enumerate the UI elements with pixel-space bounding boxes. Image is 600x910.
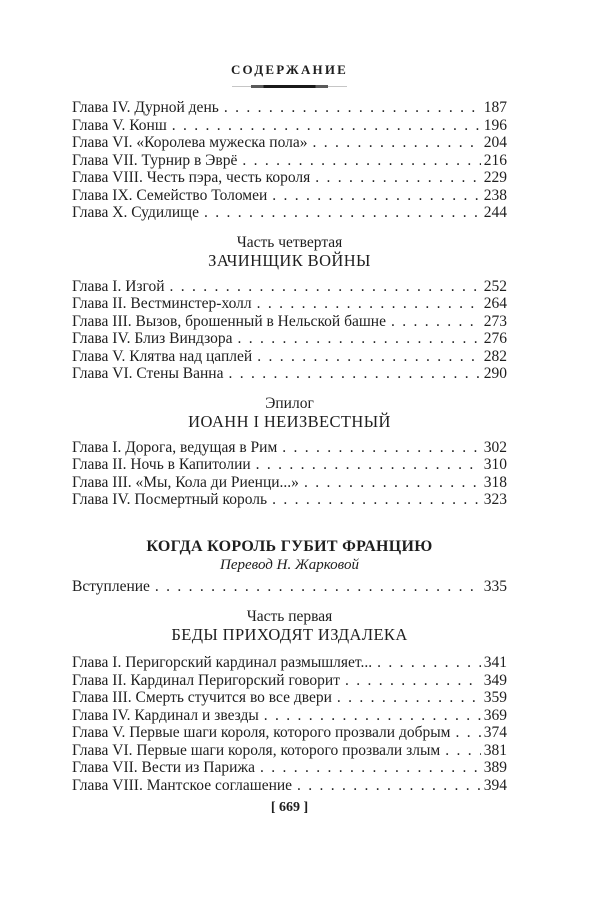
part-title: ИОАНН I НЕИЗВЕСТНЫЙ xyxy=(188,411,391,431)
dot-leader xyxy=(204,204,481,222)
toc-entry-page: 229 xyxy=(483,169,507,186)
dot-leader xyxy=(172,117,481,135)
toc-section xyxy=(72,578,507,596)
dot-leader xyxy=(256,456,481,474)
toc-entry xyxy=(72,295,507,313)
toc-entry-title: Вступление xyxy=(72,577,150,595)
toc-entry-page: 196 xyxy=(483,116,507,134)
dot-leader xyxy=(224,99,481,117)
toc-entry-page: 252 xyxy=(483,277,507,295)
dot-leader xyxy=(377,654,481,672)
toc-entry-title: Глава V. Клятва над цаплей xyxy=(72,347,253,365)
dot-leader xyxy=(445,742,481,760)
dot-leader xyxy=(170,278,481,296)
dot-leader xyxy=(282,439,480,457)
toc-entry-title: Глава IV. Кардинал и звезды xyxy=(72,706,259,724)
toc-entry-page: 238 xyxy=(483,186,507,204)
toc-entry xyxy=(72,491,507,509)
toc-entry-page: 323 xyxy=(483,491,507,508)
toc-entry-title: Глава I. Дорога, ведущая в Рим xyxy=(72,438,278,456)
toc-entry xyxy=(72,742,507,760)
toc-entry-title: Глава III. Вызов, брошенный в Нельской башне xyxy=(72,312,386,330)
toc-entry-page: 349 xyxy=(483,671,507,689)
part-label: Часть первая xyxy=(246,608,333,625)
dot-leader xyxy=(337,689,481,707)
part-heading xyxy=(72,608,507,645)
toc-entry-page: 389 xyxy=(483,759,507,776)
toc-entry-title: Глава II. Кардинал Перигорский говорит xyxy=(72,671,340,689)
page-number: [ 669 ] xyxy=(270,800,309,815)
toc-entry-page: 374 xyxy=(483,724,507,741)
toc-entry-title: Глава I. Изгой xyxy=(72,277,165,295)
toc-entry xyxy=(72,672,507,690)
dot-leader xyxy=(257,348,481,366)
toc-section xyxy=(72,278,507,383)
toc-entry-page: 318 xyxy=(483,473,507,491)
dot-leader xyxy=(315,169,480,187)
toc-entry-title: Глава VI. Стены Ванна xyxy=(72,365,224,382)
dot-leader xyxy=(272,491,481,509)
toc-section xyxy=(72,99,507,222)
toc-entry-title: Глава X. Судилище xyxy=(72,204,199,221)
toc-entry xyxy=(72,689,507,707)
toc-entry-title: Глава IV. Дурной день xyxy=(72,99,219,116)
translator-note: Перевод Н. Жарковой xyxy=(220,556,359,573)
toc-section xyxy=(72,439,507,509)
toc-entry-title: Глава VIII. Мантское соглашение xyxy=(72,776,293,794)
toc-entry xyxy=(72,474,507,492)
dot-leader xyxy=(304,474,481,492)
toc-entry-title: Глава VIII. Честь пэра, честь короля xyxy=(72,169,311,186)
toc-entry-title: Глава IV. Близ Виндзора xyxy=(72,330,233,347)
toc-entry-title: Глава III. Смерть стучится во все двери xyxy=(72,689,332,706)
toc-entry xyxy=(72,439,507,457)
toc-entry-page: 282 xyxy=(483,347,507,365)
toc-entry xyxy=(72,348,507,366)
dot-leader xyxy=(242,152,480,170)
toc-entry xyxy=(72,456,507,474)
part-label: Эпилог xyxy=(265,394,314,412)
part-label: Часть четвертая xyxy=(236,233,343,251)
toc-entry-page: 204 xyxy=(483,134,507,151)
toc-entry-page: 335 xyxy=(483,577,507,595)
part-title: ЗАЧИНЩИК ВОЙНЫ xyxy=(208,250,371,270)
toc-entry-page: 276 xyxy=(483,330,507,347)
toc-entry-page: 244 xyxy=(483,204,507,221)
toc-entry-page: 216 xyxy=(483,151,507,169)
toc-entry xyxy=(72,99,507,117)
toc-entry-page: 302 xyxy=(483,438,507,456)
toc-entry-page: 290 xyxy=(483,365,507,382)
toc-entry-title: Глава III. «Мы, Кола ди Риенци...» xyxy=(72,473,299,491)
toc-entry xyxy=(72,654,507,672)
toc-entry xyxy=(72,330,507,348)
dot-leader xyxy=(345,672,481,690)
book-title: КОГДА КОРОЛЬ ГУБИТ ФРАНЦИЮ xyxy=(146,537,433,555)
dot-leader xyxy=(313,134,481,152)
toc-entry-title: Глава V. Конш xyxy=(72,116,167,134)
dot-leader xyxy=(297,777,481,795)
toc-entry-title: Глава II. Вестминстер-холл xyxy=(72,295,252,312)
toc-entry xyxy=(72,187,507,205)
dot-leader xyxy=(257,295,481,313)
toc-entry-title: Глава IX. Семейство Толомеи xyxy=(72,186,268,204)
part-heading xyxy=(72,395,507,432)
toc-entry-title: Глава II. Ночь в Капитолии xyxy=(72,456,251,473)
toc-entry xyxy=(72,777,507,795)
dot-leader xyxy=(272,187,480,205)
dot-leader xyxy=(455,724,480,742)
toc-entry-title: Глава IV. Посмертный король xyxy=(72,491,268,508)
toc-entry-page: 264 xyxy=(483,295,507,312)
toc-entry-page: 369 xyxy=(483,706,507,724)
toc-entry xyxy=(72,578,507,596)
toc-entry-title: Глава VI. Первые шаги короля, которого прозвали злым xyxy=(72,741,441,759)
book-heading xyxy=(72,537,507,574)
toc-entry xyxy=(72,152,507,170)
toc-entry xyxy=(72,134,507,152)
toc-entry-title: Глава VII. Вести из Парижа xyxy=(72,759,255,776)
toc-entry-page: 381 xyxy=(483,741,507,759)
dot-leader xyxy=(260,759,481,777)
toc-entry-title: Глава VI. «Королева мужеска пола» xyxy=(72,134,308,151)
dot-leader xyxy=(391,313,481,331)
toc-entry-title: Глава V. Первые шаги короля, которого прозвали добрым xyxy=(72,724,451,741)
part-title: БЕДЫ ПРИХОДЯТ ИЗДАЛЕКА xyxy=(171,625,408,644)
toc-entry-page: 341 xyxy=(483,654,507,671)
dot-leader xyxy=(238,330,481,348)
dot-leader xyxy=(155,578,481,596)
toc-entry-title: Глава VII. Турнир в Эврё xyxy=(72,151,238,169)
dot-leader xyxy=(228,365,480,383)
toc-entry-page: 187 xyxy=(483,99,507,116)
toc-entry xyxy=(72,313,507,331)
toc-entry xyxy=(72,278,507,296)
toc-entry-page: 359 xyxy=(483,689,507,706)
dot-leader xyxy=(264,707,481,725)
toc-section xyxy=(72,654,507,794)
part-heading xyxy=(72,234,507,271)
toc-entry-title: Глава I. Перигорский кардинал размышляет... xyxy=(72,654,373,671)
toc-entry xyxy=(72,117,507,135)
toc-entry xyxy=(72,724,507,742)
toc-entry xyxy=(72,759,507,777)
toc-entry xyxy=(72,365,507,383)
toc-entry xyxy=(72,204,507,222)
toc-entry-page: 310 xyxy=(483,456,507,473)
header-ornament-divider xyxy=(232,85,347,88)
page-title: СОДЕРЖАНИЕ xyxy=(230,62,349,77)
toc-entry-page: 394 xyxy=(483,776,507,794)
toc-entry-page: 273 xyxy=(483,312,507,330)
toc-entry xyxy=(72,707,507,725)
toc-entry xyxy=(72,169,507,187)
